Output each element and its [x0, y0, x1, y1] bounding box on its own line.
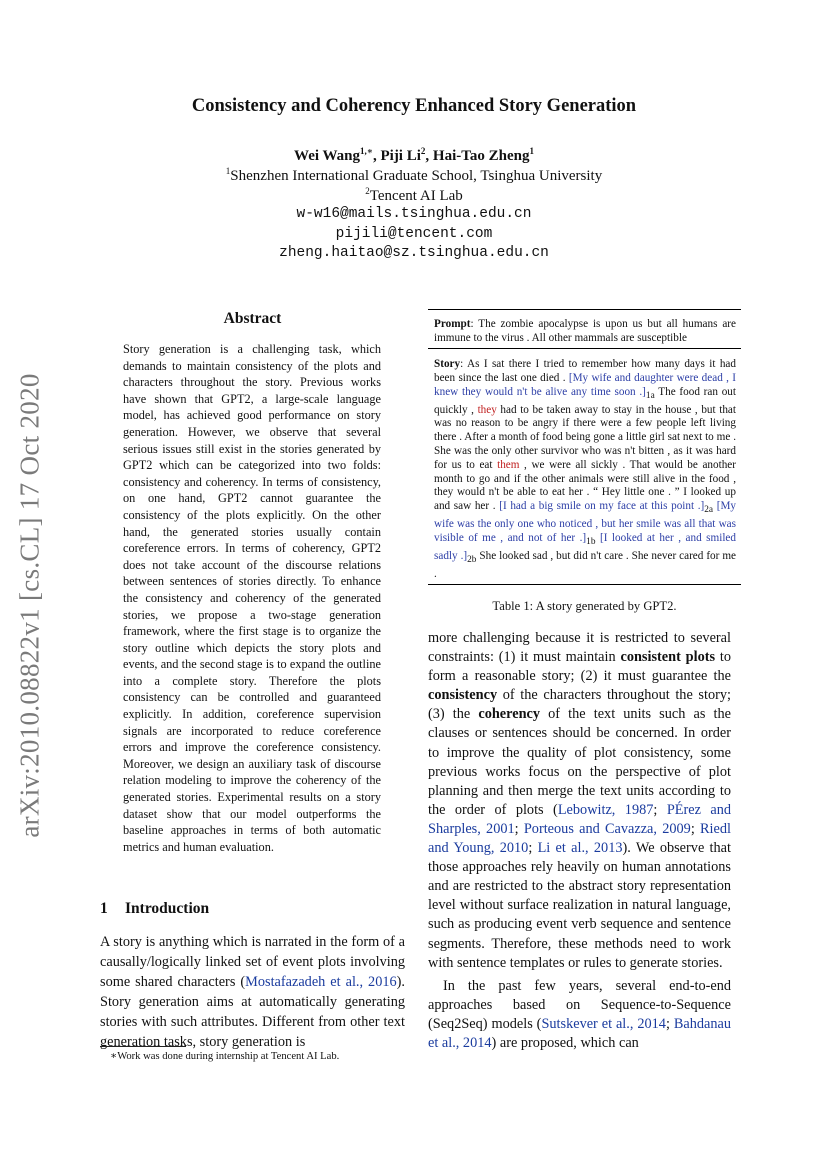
rp1-f: ). We observe that those approaches rely heavily on human annotations and are restricted to the abstract story representation level without surface realization in natural language, such as producing event verb sequence and sentence segments. Therefore, these methods need to work with sentence templates or rules to generate stories.: [428, 840, 731, 971]
citation-link[interactable]: Bahdanau et al., 2014: [428, 1015, 731, 1051]
email-1: w-w16@mails.tsinghua.edu.cn: [296, 206, 532, 222]
citation-link[interactable]: Mostafazadeh et al., 2016: [245, 974, 397, 990]
story-span-1a: [My wife and daughter were dead , I knew they would n't be alive any time soon .]: [434, 371, 736, 398]
table-caption: Table 1: A story generated by GPT2.: [492, 599, 677, 613]
author-name-2: , Piji Li: [372, 148, 421, 164]
story-span-2a: [I had a big smile on my face at this point .]: [499, 500, 705, 513]
right-paragraph-2: [428, 977, 731, 1053]
author-name-1: Wei Wang: [294, 148, 361, 164]
footnote-rule: [100, 1046, 186, 1047]
rp1-sep: ;: [528, 840, 538, 857]
story-sub-1a: 1a: [645, 390, 655, 401]
citation-link[interactable]: Li et al., 2013: [537, 840, 623, 857]
affiliation-1: [0, 166, 828, 185]
citation-link[interactable]: Lebowitz, 1987: [557, 801, 654, 818]
right-paragraph-1: [428, 629, 731, 973]
table-bottom-rule: [428, 584, 741, 585]
author-sup-3: 1: [529, 146, 534, 156]
intro-text-b: ). Story generation aims at automatically generating stories with such attributes. Different from other text generation tasks, story generation is: [100, 974, 405, 1050]
story-text-3: The food ran out quickly ,: [434, 385, 736, 416]
right-column-text: [428, 629, 731, 1053]
prompt-label: Prompt: [434, 318, 471, 330]
aff1-sup: 1: [225, 166, 231, 176]
story-sub-2a: 2a: [704, 505, 714, 516]
citation-link[interactable]: Riedl and Young, 2010: [428, 820, 731, 857]
story-coref-they: they: [477, 403, 497, 416]
rp1-bold-2: consistency: [428, 687, 498, 704]
section-title: Introduction: [125, 900, 210, 917]
rp1-bold-3: coherency: [478, 706, 541, 723]
author-name-3: , Hai-Tao Zheng: [425, 148, 530, 164]
affiliation-2: [0, 186, 828, 205]
citation-link[interactable]: PÉrez and Sharples, 2001: [428, 801, 732, 837]
story-text-5: , we were all sickly . That would be another month to go and if the other animals were still alive in the food , they would n't be able to eat her . “ Hey little one . ” I looked up and saw her .: [434, 458, 737, 513]
story-sub-1b: 1b: [586, 537, 596, 548]
email-3: zheng.haitao@sz.tsinghua.edu.cn: [279, 245, 549, 261]
author-sup-1: 1,∗: [360, 146, 373, 156]
aff2-sup: 2: [365, 186, 370, 196]
story-text-1: : As I sat there I tried to remember how many days it had been since the last one died .: [434, 358, 736, 384]
story-span-1b: [My wife was the only one who noticed , but her smile was all that was visible of me , and not of her .]: [434, 500, 736, 545]
abstract-text: Story generation is a challenging task, which demands to maintain consistency of the plots and characters throughout the story. Previous works have shown that GPT2, a large-scale language model, has achieved good performance on story generation. However, we observe that several serious issues still exist in the stories generated by GPT2 which can be categorized into two folds: consistency and coherency. In terms of consistency, on one hand, GPT2 cannot guarantee the consistency of the plots explicitly. On the other hand, the generated stories usually contain coreference errors. In terms of coherency, GPT2 does not take account of the discourse relations between sentences of stories directly. To enhance the consistency and coherency of the generated stories, we propose a two-stage generation framework, where the first stage is to organize the story outline which depicts the story plots and events, and the second stage is to expand the outline into a complete story. Therefore the plots consistency can be controlled and guaranteed explicitly. In addition, coreference supervision signals are incorporated to reduce coreference errors and improve the coreference consistency. Moreover, we design an auxiliary task of discourse relation modeling to improve the coherency of the generated stories. Experimental results on a story dataset show that our model outperforms the baseline approaches in terms of both automatic metrics and human evaluation.: [123, 342, 381, 854]
rp2-sep: ;: [665, 1015, 674, 1032]
table-prompt: [434, 318, 736, 346]
aff1-text: Shenzhen International Graduate School, Tsinghua University: [230, 168, 603, 184]
rp1-a: more challenging because it is restricted to several constraints: (1) it must maintain: [428, 630, 731, 666]
arxiv-stamp-text: arXiv:2010.08822v1 [cs.CL] 17 Oct 2020: [14, 372, 45, 838]
rp1-c: to form a reasonable story; (2) it must guarantee the: [428, 649, 732, 685]
story-sub-2b: 2b: [467, 555, 477, 566]
table-mid-rule: [428, 348, 741, 349]
prompt-text: : The zombie apocalypse is upon us but all humans are immune to the virus . All other mammals are susceptible: [434, 318, 736, 344]
citation-link[interactable]: Sutskever et al., 2014: [541, 1015, 666, 1032]
arxiv-stamp: [10, 365, 50, 845]
rp1-sep: ;: [690, 820, 701, 837]
rp2-b: ) are proposed, which can: [491, 1034, 639, 1051]
rp1-sep: ;: [653, 801, 667, 818]
abstract-heading: Abstract: [223, 310, 282, 327]
table-top-rule: [428, 309, 741, 310]
story-text-9: She looked sad , but did n't care . She never cared for me .: [434, 550, 736, 581]
story-text-4: had to be taken away to stay in the house , but that was no reason to be angry if there were a few people left living there . After a month of food being gone a little girl sat next to me . She was the only other survivor who was n't bitten , as it was hard for us to eat: [434, 403, 736, 471]
story-coref-them: them: [497, 458, 520, 471]
rp1-d: of the characters throughout the story; (3) the: [428, 687, 731, 723]
story-label: Story: [434, 358, 461, 370]
rp1-e: of the text units such as the clauses or sentences should be concerned. In order to improve the quality of plot consistency, some previous works focus on the perspective of plot planning and then merge the text units according to the order of plots (: [428, 706, 731, 818]
email-2: pijili@tencent.com: [335, 226, 493, 242]
author-line: [0, 146, 828, 165]
aff2-text: Tencent AI Lab: [369, 188, 463, 204]
section-heading-introduction: [100, 900, 405, 918]
table-story: [434, 358, 736, 582]
story-span-2b: [I looked at her , and smiled sadly .]: [434, 532, 736, 563]
rp2-a: In the past few years, several end-to-end approaches based on Sequence-to-Sequence (Seq2Seq) models (: [428, 977, 731, 1032]
intro-text-a: A story is anything which is narrated in the form of a causally/logically linked set of event plots involving some shared characters (: [100, 934, 405, 990]
author-sup-2: 2: [420, 146, 426, 156]
paper-title: Consistency and Coherency Enhanced Story Generation: [191, 96, 637, 116]
citation-link[interactable]: Porteous and Cavazza, 2009: [523, 820, 691, 837]
footnote: ∗Work was done during internship at Tencent AI Lab.: [110, 1051, 340, 1062]
section-number: 1: [100, 900, 108, 917]
intro-paragraph: [100, 932, 405, 1052]
rp1-bold-1: consistent plots: [620, 649, 716, 666]
rp1-sep: ;: [514, 820, 524, 837]
